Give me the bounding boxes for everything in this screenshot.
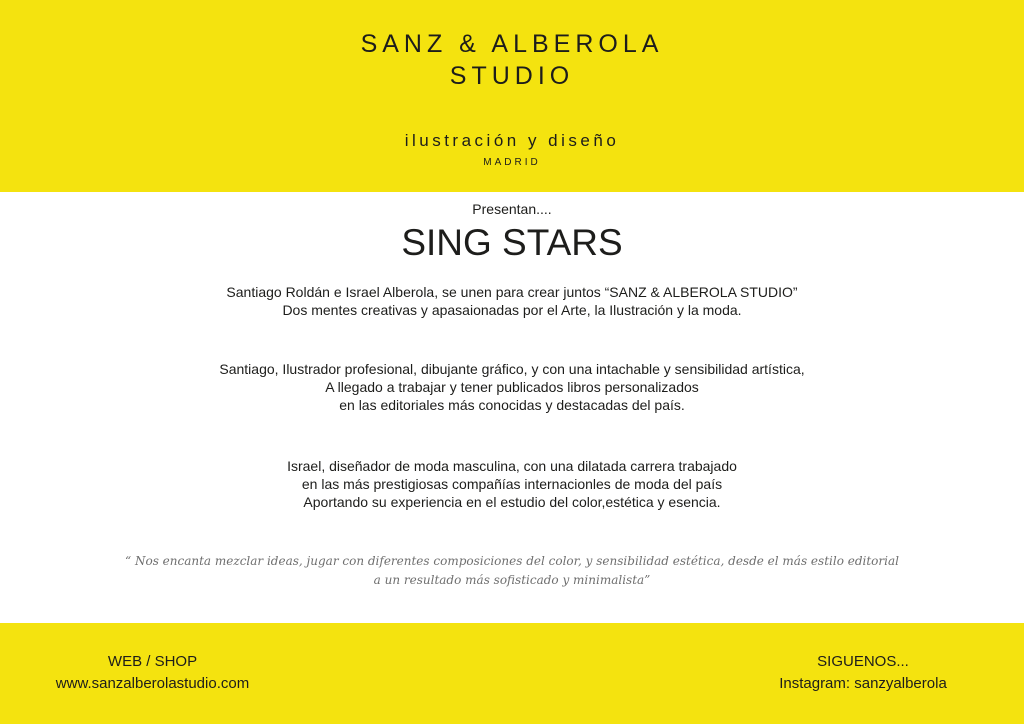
quote-line: a un resultado más sofisticado y minimalista” (373, 573, 651, 587)
paragraph-line: Santiago Roldán e Israel Alberola, se unen para crear juntos “SANZ & ALBEROLA STUDIO” (226, 284, 798, 300)
studio-quote (0, 552, 1024, 590)
social-block (748, 651, 978, 695)
studio-name-line2: STUDIO (449, 62, 575, 90)
paragraph-santiago (0, 360, 1024, 414)
web-shop-label: WEB / SHOP (107, 653, 198, 670)
web-shop-block (30, 651, 275, 695)
paragraph-line: en las más prestigiosas compañías internacionles de moda del país (301, 476, 723, 492)
paragraph-line: Dos mentes creativas y apasaionadas por el Arte, la Ilustración y la moda. (282, 302, 742, 318)
paragraph-line: Santiago, Ilustrador profesional, dibujante gráfico, y con una intachable y sensibilidad artística, (219, 361, 805, 377)
follow-label: SIGUENOS... (817, 653, 909, 670)
paragraph-line: Aportando su experiencia en el estudio del color,estética y esencia. (303, 494, 721, 510)
paragraph-line: en las editoriales más conocidas y destacadas del país. (339, 397, 685, 413)
paragraph-line: A llegado a trabajar y tener publicados libros personalizados (325, 379, 699, 395)
website-url[interactable]: www.sanzalberolastudio.com (55, 675, 250, 692)
paragraph-line: Israel, diseñador de moda masculina, con una dilatada carrera trabajado (287, 458, 737, 474)
studio-name-line1: SANZ & ALBEROLA (360, 30, 664, 58)
headline-title: SING STARS (401, 222, 623, 263)
presents-label: Presentan.... (472, 201, 552, 217)
instagram-handle[interactable]: Instagram: sanzyalberola (779, 675, 947, 692)
studio-tagline: ilustración y diseño (404, 131, 620, 150)
quote-line: “ Nos encanta mezclar ideas, jugar con diferentes composiciones del color, y sensibilidad estética, desde el más estilo editorial (125, 554, 899, 568)
studio-city: MADRID (483, 157, 541, 168)
paragraph-intro (0, 283, 1024, 319)
paragraph-israel (0, 457, 1024, 511)
